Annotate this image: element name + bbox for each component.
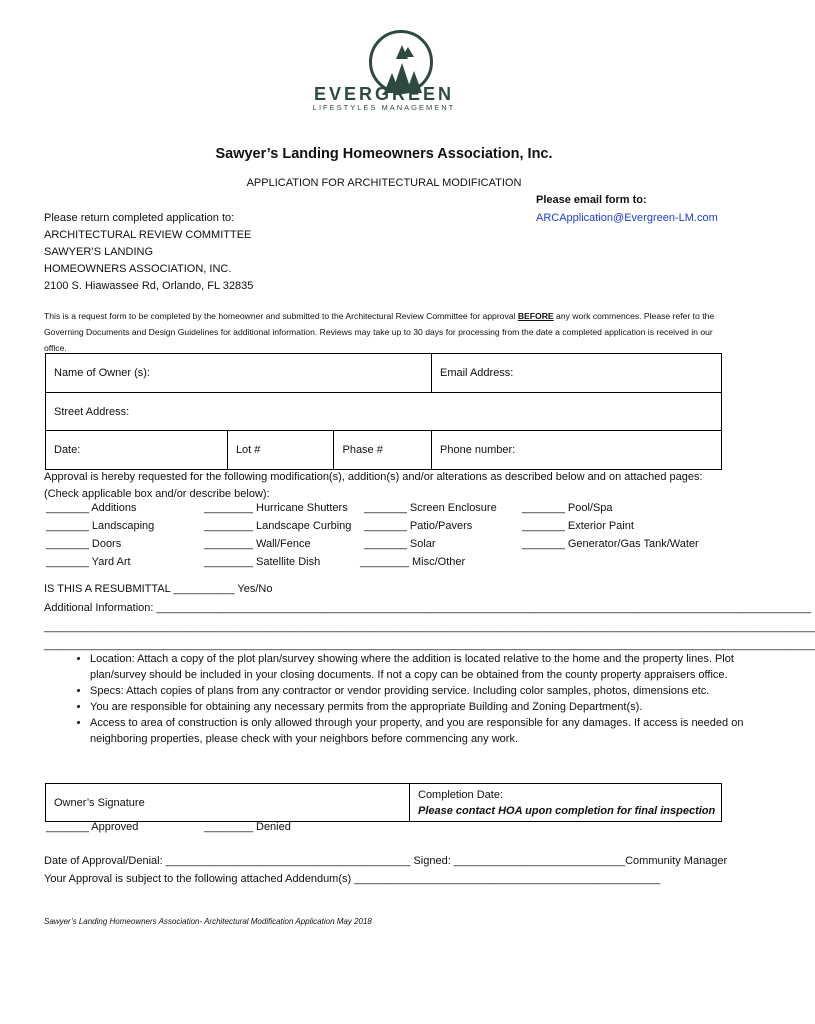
checkbox-doors[interactable]: _______ Doors	[46, 538, 122, 550]
checkbox-hurricane-shutters[interactable]: ________ Hurricane Shutters	[204, 502, 348, 514]
brand-subtitle: LIFESTYLES MANAGEMENT	[312, 103, 456, 112]
return-line: 2100 S. Hiawassee Rd, Orlando, FL 32835	[44, 280, 254, 292]
phase-cell[interactable]: Phase #	[334, 431, 432, 470]
checkbox-wall-fence[interactable]: ________ Wall/Fence	[204, 538, 311, 550]
resubmittal-field[interactable]: IS THIS A RESUBMITTAL __________ Yes/No	[44, 583, 273, 595]
return-line: SAWYER’S LANDING	[44, 246, 154, 258]
list-item: • Location: Attach a copy of the plot plan/survey showing where the addition is located relative to the home and the property lines. Plot plan/survey should be included in your closing documents. If not a copy can be obtained from the county property appraisers office.	[90, 651, 752, 683]
street-address-cell[interactable]: Street Address:	[46, 393, 722, 431]
page-title: Sawyer’s Landing Homeowners Association, Inc.	[215, 146, 553, 162]
notice-emphasis: BEFORE	[517, 311, 554, 321]
checkbox-landscaping[interactable]: _______ Landscaping	[46, 520, 155, 532]
email-link[interactable]: ARCApplication@Evergreen-LM.com	[536, 212, 718, 224]
checkbox-screen-enclosure[interactable]: _______ Screen Enclosure	[364, 502, 497, 514]
list-item: • Specs: Attach copies of plans from any contractor or vendor providing service. Including color samples, photos, dimensions etc.	[90, 683, 752, 699]
date-cell[interactable]: Date:	[46, 431, 228, 470]
owner-info-table	[45, 353, 722, 470]
blank-line[interactable]: ______________________________________________________________________________________________________________________________	[44, 639, 815, 651]
phone-cell[interactable]: Phone number:	[432, 431, 722, 470]
return-line: ARCHITECTURAL REVIEW COMMITTEE	[44, 229, 252, 241]
email-label: Please email form to:	[536, 194, 647, 206]
checkbox-landscape-curbing[interactable]: ________ Landscape Curbing	[204, 520, 352, 532]
checkbox-pool-spa[interactable]: _______ Pool/Spa	[522, 502, 613, 514]
completion-note: Please contact HOA upon completion for final inspection	[418, 804, 716, 817]
list-item: • Access to area of construction is only allowed through your property, and you are responsible for any damages. If access is needed on neighboring properties, please check with your neighbors before commencing any work.	[90, 715, 752, 747]
date-of-approval-line[interactable]: Date of Approval/Denial: ________________________________________ Signed: ____________________________Community Manager	[44, 855, 728, 867]
approval-request-text: Approval is hereby requested for the following modification(s), addition(s) and/or alterations as described below and on attached pages: (Check applicable box and/or describe below):	[44, 471, 703, 500]
completion-date-cell[interactable]	[410, 784, 722, 822]
signature-table	[45, 783, 722, 822]
checkbox-yard-art[interactable]: _______ Yard Art	[46, 556, 131, 568]
blank-line[interactable]: ______________________________________________________________________________________________________________________________	[44, 621, 815, 633]
checkbox-additions[interactable]: _______ Additions	[46, 502, 137, 514]
checkbox-patio-pavers[interactable]: _______ Patio/Pavers	[364, 520, 473, 532]
email-address-cell[interactable]: Email Address:	[432, 354, 722, 393]
list-item: • You are responsible for obtaining any necessary permits from the appropriate Building and Zoning Department(s).	[90, 699, 752, 715]
checkbox-misc-other[interactable]: ________ Misc/Other	[360, 556, 466, 568]
form-subtitle: APPLICATION FOR ARCHITECTURAL MODIFICATION	[246, 177, 522, 189]
checkbox-generator-gas-tank-water[interactable]: _______ Generator/Gas Tank/Water	[522, 538, 699, 550]
footer-text: Sawyer’s Landing Homeowners Association- Architectural Modification Application May 2018	[44, 917, 372, 926]
return-intro: Please return completed application to:	[44, 212, 235, 224]
brand-name: EVERGREEN	[313, 84, 455, 104]
completion-date-label: Completion Date:	[418, 788, 503, 801]
checkbox-satellite-dish[interactable]: ________ Satellite Dish	[204, 556, 321, 568]
lot-cell[interactable]: Lot #	[227, 431, 334, 470]
instructions-list	[62, 651, 752, 747]
approved-field[interactable]: _______ Approved	[46, 821, 139, 833]
checkbox-exterior-paint[interactable]: _______ Exterior Paint	[522, 520, 634, 532]
addendum-line[interactable]: Your Approval is subject to the following attached Addendum(s) __________________________________________________	[44, 873, 661, 885]
return-line: HOMEOWNERS ASSOCIATION, INC.	[44, 263, 232, 275]
owner-signature-cell[interactable]: Owner’s Signature	[46, 784, 410, 822]
additional-info-field[interactable]: Additional Information: ___________________________________________________________________________________________________________	[44, 602, 812, 614]
denied-field[interactable]: ________ Denied	[204, 821, 291, 833]
owner-name-cell[interactable]: Name of Owner (s):	[46, 354, 432, 393]
checkbox-solar[interactable]: _______ Solar	[364, 538, 436, 550]
notice-paragraph: This is a request form to be completed by the homeowner and submitted to the Architectural Review Committee for approval BEFORE any work commences. Please refer to the Governing Documents and Design Guidelines for additional information. Reviews may take up to 30 days for processing from the date a completed application is received in our office.	[44, 311, 715, 353]
